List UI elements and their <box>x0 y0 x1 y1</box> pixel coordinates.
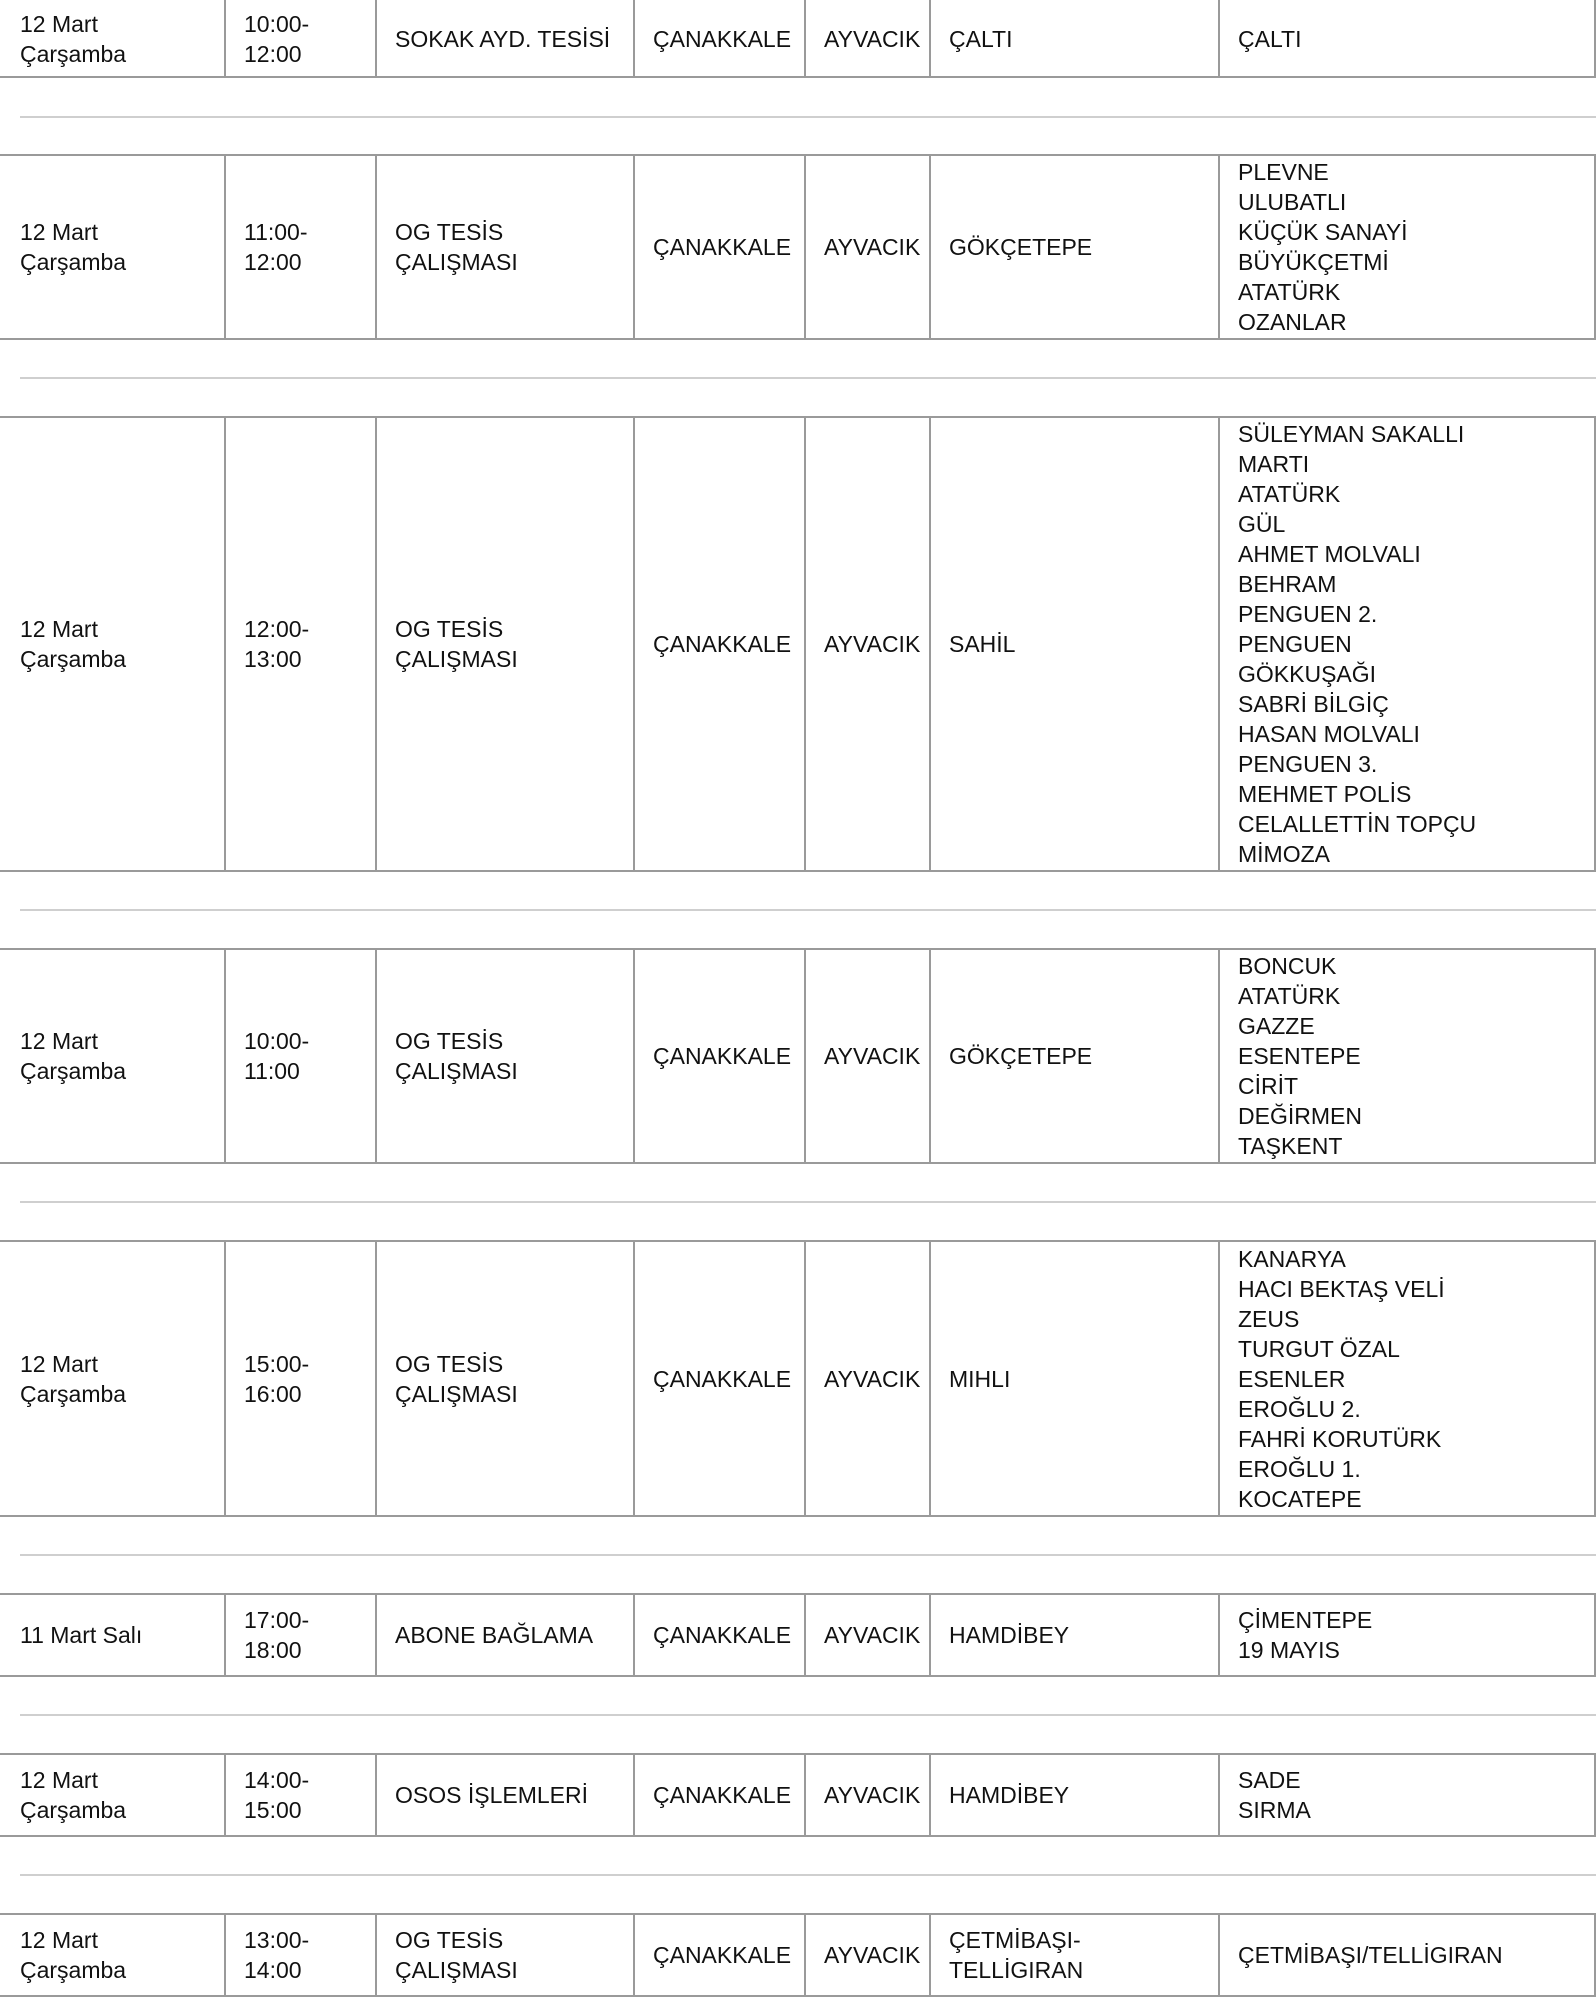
city-text: ÇANAKKALE <box>653 1043 792 1069</box>
date-text: 12 Mart Çarşamba <box>20 1028 127 1084</box>
cell-date <box>0 1242 224 1515</box>
work-text: OG TESİS ÇALIŞMASI <box>395 1028 518 1084</box>
location-item: AHMET MOLVALI <box>1238 541 1421 567</box>
work-text: OSOS İŞLEMLERİ <box>395 1782 589 1808</box>
cell-city <box>633 1595 804 1675</box>
row-separator <box>20 1201 1596 1203</box>
location-item: OZANLAR <box>1238 309 1347 335</box>
cell-time <box>224 1915 375 1995</box>
cell-work <box>375 950 633 1162</box>
location-item: EROĞLU 1. <box>1238 1455 1361 1482</box>
cell-district <box>804 2 929 76</box>
cell-locations <box>1218 1755 1596 1835</box>
location-item: ATATÜRK <box>1238 279 1341 305</box>
location-item: KÜÇÜK SANAYİ <box>1238 219 1408 245</box>
village-text: SAHİL <box>949 631 1016 657</box>
location-item: CİRİT <box>1238 1073 1299 1099</box>
village-text: ÇALTI <box>949 26 1013 52</box>
row-separator <box>20 116 1596 118</box>
village-text: HAMDİBEY <box>949 1782 1070 1808</box>
location-item: GAZZE <box>1238 1013 1315 1039</box>
city-text: ÇANAKKALE <box>653 631 792 657</box>
location-list <box>1238 1605 1372 1665</box>
location-item: SIRMA <box>1238 1797 1311 1823</box>
location-item: KANARYA <box>1238 1245 1346 1272</box>
location-item: SÜLEYMAN SAKALLI <box>1238 421 1465 447</box>
cell-city <box>633 1755 804 1835</box>
district-text: AYVACIK <box>824 1622 921 1648</box>
cell-district <box>804 156 929 338</box>
cell-time <box>224 2 375 76</box>
cell-time <box>224 1755 375 1835</box>
cell-work <box>375 1755 633 1835</box>
location-item: ÇALTI <box>1238 26 1302 52</box>
location-item: ESENLER <box>1238 1365 1346 1392</box>
location-item: EROĞLU 2. <box>1238 1395 1361 1422</box>
location-item: SADE <box>1238 1767 1301 1793</box>
cell-date <box>0 1755 224 1835</box>
cell-date <box>0 1595 224 1675</box>
work-text: OG TESİS ÇALIŞMASI <box>395 219 518 275</box>
location-item: HASAN MOLVALI <box>1238 721 1420 747</box>
time-text: 13:00- 14:00 <box>244 1927 310 1983</box>
date-text: 12 Mart Çarşamba <box>20 616 127 672</box>
location-item: PENGUEN 2. <box>1238 601 1378 627</box>
date-text: 12 Mart Çarşamba <box>20 1927 127 1983</box>
location-item: GÖKKUŞAĞI <box>1238 661 1377 687</box>
village-text: MIHLI <box>949 1365 1011 1392</box>
location-item: MEHMET POLİS <box>1238 781 1412 807</box>
cell-time <box>224 156 375 338</box>
cell-district <box>804 1915 929 1995</box>
cell-district <box>804 418 929 870</box>
location-item: ÇETMİBAŞI/TELLİGIRAN <box>1238 1942 1503 1968</box>
location-list <box>1238 157 1408 337</box>
location-item: ÇİMENTEPE <box>1238 1607 1373 1633</box>
location-list <box>1238 1765 1311 1825</box>
city-text: ÇANAKKALE <box>653 1942 792 1968</box>
cell-district <box>804 1595 929 1675</box>
cell-village <box>929 1242 1218 1515</box>
cell-time <box>224 950 375 1162</box>
location-item: TAŞKENT <box>1238 1133 1343 1159</box>
cell-district <box>804 1242 929 1515</box>
row-separator <box>20 1714 1596 1716</box>
grid-line <box>0 338 1596 340</box>
cell-locations <box>1218 1242 1596 1515</box>
time-text: 15:00- 16:00 <box>244 1350 310 1407</box>
cell-city <box>633 1242 804 1515</box>
grid-line <box>0 1162 1596 1164</box>
location-item: MİMOZA <box>1238 841 1330 867</box>
district-text: AYVACIK <box>824 26 921 52</box>
grid-line <box>0 76 1596 78</box>
location-list <box>1238 1244 1445 1514</box>
location-item: KOCATEPE <box>1238 1485 1362 1512</box>
cell-city <box>633 950 804 1162</box>
date-text: 12 Mart Çarşamba <box>20 11 127 67</box>
village-text: ÇETMİBAŞI- TELLİGIRAN <box>949 1927 1084 1983</box>
location-item: ATATÜRK <box>1238 983 1341 1009</box>
village-text: HAMDİBEY <box>949 1622 1070 1648</box>
cell-date <box>0 418 224 870</box>
cell-work <box>375 1915 633 1995</box>
cell-city <box>633 156 804 338</box>
cell-time <box>224 418 375 870</box>
cell-locations <box>1218 1595 1596 1675</box>
cell-time <box>224 1242 375 1515</box>
location-item: ULUBATLI <box>1238 189 1347 215</box>
location-item: HACI BEKTAŞ VELİ <box>1238 1275 1445 1302</box>
time-text: 11:00- 12:00 <box>244 219 308 275</box>
time-text: 12:00- 13:00 <box>244 616 310 672</box>
location-item: DEĞİRMEN <box>1238 1103 1362 1129</box>
city-text: ÇANAKKALE <box>653 1622 792 1648</box>
row-separator <box>20 909 1596 911</box>
location-item: PENGUEN <box>1238 631 1352 657</box>
location-list <box>1238 419 1476 869</box>
city-text: ÇANAKKALE <box>653 1365 792 1392</box>
location-item: GÜL <box>1238 511 1286 537</box>
location-item: ZEUS <box>1238 1305 1300 1332</box>
cell-date <box>0 2 224 76</box>
date-text: 12 Mart Çarşamba <box>20 1767 127 1823</box>
cell-locations <box>1218 418 1596 870</box>
grid-line <box>0 1515 1596 1517</box>
village-text: GÖKÇETEPE <box>949 234 1093 260</box>
district-text: AYVACIK <box>824 631 921 657</box>
cell-village <box>929 2 1218 76</box>
location-item: ATATÜRK <box>1238 481 1341 507</box>
cell-date <box>0 156 224 338</box>
cell-date <box>0 1915 224 1995</box>
cell-city <box>633 2 804 76</box>
cell-district <box>804 950 929 1162</box>
cell-village <box>929 1915 1218 1995</box>
cell-locations <box>1218 950 1596 1162</box>
location-item: 19 MAYIS <box>1238 1637 1340 1663</box>
grid-line <box>0 1995 1596 1997</box>
cell-locations <box>1218 156 1596 338</box>
cell-village <box>929 156 1218 338</box>
cell-locations <box>1218 1915 1596 1995</box>
location-item: MARTI <box>1238 451 1310 477</box>
cell-city <box>633 418 804 870</box>
cell-work <box>375 1242 633 1515</box>
location-list <box>1238 951 1362 1161</box>
district-text: AYVACIK <box>824 234 921 260</box>
work-text: OG TESİS ÇALIŞMASI <box>395 1927 518 1983</box>
village-text: GÖKÇETEPE <box>949 1043 1093 1069</box>
work-text: OG TESİS ÇALIŞMASI <box>395 1350 518 1407</box>
district-text: AYVACIK <box>824 1782 921 1808</box>
cell-time <box>224 1595 375 1675</box>
work-text: ABONE BAĞLAMA <box>395 1622 594 1648</box>
cell-village <box>929 418 1218 870</box>
date-text: 12 Mart Çarşamba <box>20 1350 127 1407</box>
district-text: AYVACIK <box>824 1043 921 1069</box>
cell-village <box>929 1595 1218 1675</box>
cell-locations <box>1218 2 1596 76</box>
cell-work <box>375 418 633 870</box>
time-text: 10:00- 12:00 <box>244 11 310 67</box>
location-item: BONCUK <box>1238 953 1337 979</box>
grid-line <box>0 1675 1596 1677</box>
time-text: 10:00- 11:00 <box>244 1028 310 1084</box>
work-text: OG TESİS ÇALIŞMASI <box>395 616 518 672</box>
cell-village <box>929 1755 1218 1835</box>
city-text: ÇANAKKALE <box>653 26 792 52</box>
work-text: SOKAK AYD. TESİSİ <box>395 26 611 52</box>
location-item: CELALLETTİN TOPÇU <box>1238 811 1477 837</box>
district-text: AYVACIK <box>824 1942 921 1968</box>
cell-work <box>375 2 633 76</box>
location-item: PLEVNE <box>1238 159 1329 185</box>
location-item: ESENTEPE <box>1238 1043 1361 1069</box>
row-separator <box>20 1874 1596 1876</box>
cell-work <box>375 156 633 338</box>
city-text: ÇANAKKALE <box>653 1782 792 1808</box>
cell-city <box>633 1915 804 1995</box>
district-text: AYVACIK <box>824 1365 921 1392</box>
time-text: 17:00- 18:00 <box>244 1607 310 1663</box>
cell-village <box>929 950 1218 1162</box>
row-separator <box>20 377 1596 379</box>
location-item: TURGUT ÖZAL <box>1238 1335 1400 1362</box>
location-list <box>1238 1940 1503 1970</box>
cell-date <box>0 950 224 1162</box>
location-item: PENGUEN 3. <box>1238 751 1378 777</box>
date-text: 12 Mart Çarşamba <box>20 219 127 275</box>
grid-line <box>0 1835 1596 1837</box>
cell-district <box>804 1755 929 1835</box>
location-item: BÜYÜKÇETMİ <box>1238 249 1389 275</box>
time-text: 14:00- 15:00 <box>244 1767 310 1823</box>
location-item: BEHRAM <box>1238 571 1337 597</box>
location-item: SABRİ BİLGİÇ <box>1238 691 1389 717</box>
date-text: 11 Mart Salı <box>20 1622 143 1648</box>
city-text: ÇANAKKALE <box>653 234 792 260</box>
row-separator <box>20 1554 1596 1556</box>
location-item: FAHRİ KORUTÜRK <box>1238 1425 1442 1452</box>
grid-line <box>0 870 1596 872</box>
cell-work <box>375 1595 633 1675</box>
location-list <box>1238 24 1301 54</box>
